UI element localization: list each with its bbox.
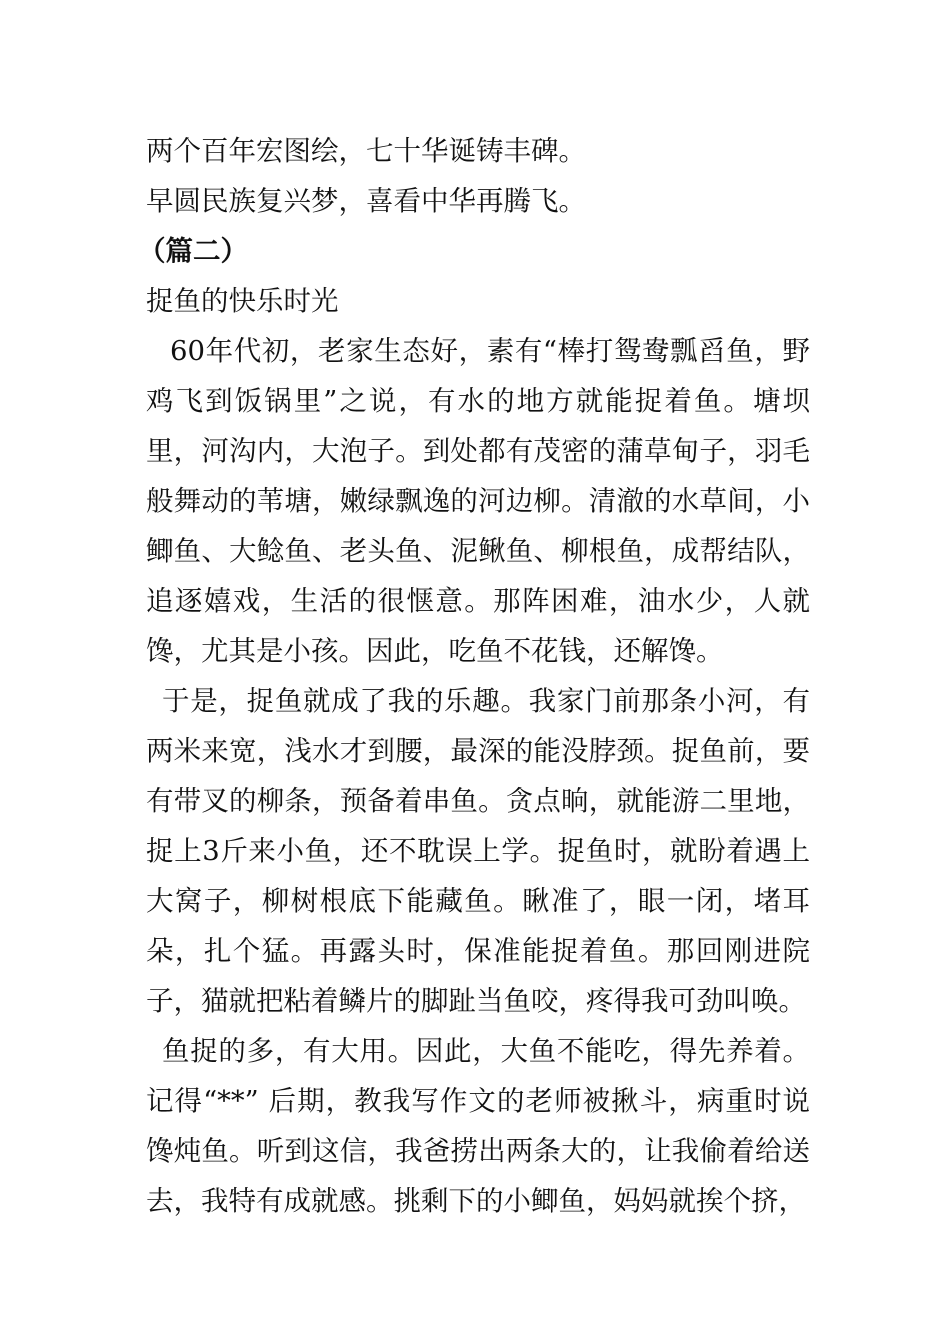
article-title: 捉鱼的快乐时光	[146, 285, 339, 317]
paragraph-3: 鱼捉的多，有大用。因此，大鱼不能吃，得先养着。记得“**” 后期，教我写作文的老师被揪斗，病重时说馋炖鱼。听到这信，我爸捞出两条大的，让我偷着给送去，我特有成就感。挑剩下的小鲫鱼，妈妈就挨个挤，	[146, 1035, 810, 1217]
poem-line-1: 两个百年宏图绘，七十华诞铸丰碑。	[146, 135, 586, 167]
section-heading: （篇二）	[138, 235, 248, 267]
paragraph-2: 于是，捉鱼就成了我的乐趣。我家门前那条小河，有两米来宽，浅水才到腰，最深的能没脖颈。捉鱼前，要有带叉的柳条，预备着串鱼。贪点晌，就能游二里地，捉上3斤来小鱼，还不耽误上学。捉鱼时，就盼着遇上大窝子，柳树根底下能藏鱼。瞅准了，眼一闭，堵耳朵，扎个猛。再露头时，保准能捉着鱼。那回刚进院子，猫就把粘着鳞片的脚趾当鱼咬，疼得我可劲叫唤。	[146, 685, 810, 1017]
poem-line-2: 早圆民族复兴梦，喜看中华再腾飞。	[146, 185, 586, 217]
paragraph-1: 60年代初，老家生态好，素有“棒打鸳鸯瓢舀鱼，野鸡飞到饭锅里”之说，有水的地方就能捉着鱼。塘坝里，河沟内，大泡子。到处都有茂密的蒲草甸子，羽毛般舞动的苇塘，嫩绿飘逸的河边柳。清澈的水草间，小鲫鱼、大鲶鱼、老头鱼、泥鳅鱼、柳根鱼，成帮结队，追逐嬉戏，生活的很惬意。那阵困难，油水少，人就馋，尤其是小孩。因此，吃鱼不花钱，还解馋。	[146, 335, 810, 667]
document-page	[138, 126, 810, 1226]
